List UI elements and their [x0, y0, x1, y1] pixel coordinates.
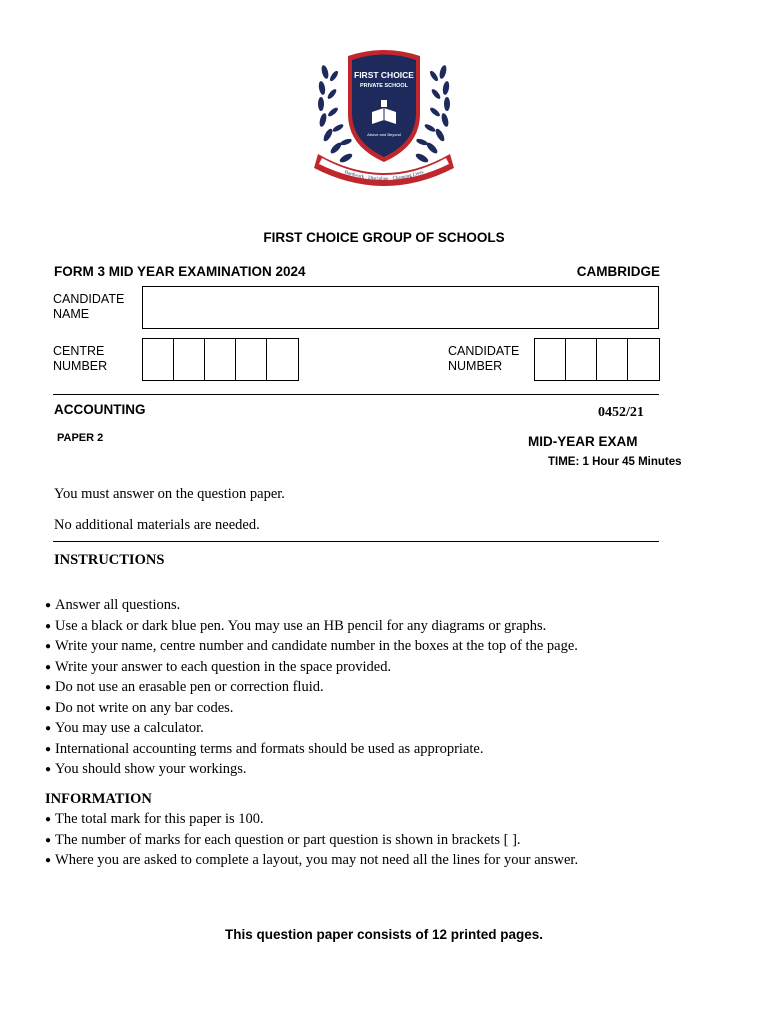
- candidate-name-field[interactable]: [142, 286, 659, 329]
- school-title: FIRST CHOICE GROUP OF SCHOOLS: [263, 230, 505, 245]
- paper-code: 0452/21: [598, 405, 644, 420]
- information-heading: INFORMATION: [45, 791, 152, 807]
- list-item: ● Write your name, centre number and candidate number in the boxes at the top of the page.: [45, 637, 578, 658]
- instructions-list: [45, 596, 578, 781]
- divider: [53, 541, 659, 542]
- exam-duration: TIME: 1 Hour 45 Minutes: [548, 456, 682, 468]
- list-item: ● Do not write on any bar codes.: [45, 699, 578, 720]
- crest-banner-top: FIRST CHOICE: [354, 70, 414, 80]
- answer-note: You must answer on the question paper.: [54, 486, 285, 502]
- digit-box[interactable]: [236, 339, 267, 380]
- paper-number: PAPER 2: [57, 432, 104, 444]
- list-item: ● You may use a calculator.: [45, 719, 578, 740]
- list-item: ● You should show your workings.: [45, 760, 578, 781]
- digit-box[interactable]: [174, 339, 205, 380]
- digit-box[interactable]: [597, 339, 628, 380]
- school-crest-logo: [308, 42, 460, 198]
- crest-motto: Above and Beyond: [367, 132, 401, 137]
- list-item: ● Do not use an erasable pen or correction fluid.: [45, 678, 578, 699]
- list-item: ● The number of marks for each question or part question is shown in brackets [ ].: [45, 831, 578, 852]
- centre-number-field[interactable]: [142, 338, 299, 381]
- list-item: ● Write your answer to each question in the space provided.: [45, 658, 578, 679]
- candidate-name-label: CANDIDATE NAME: [53, 292, 125, 321]
- candidate-number-field[interactable]: [534, 338, 660, 381]
- exam-type: MID-YEAR EXAM: [528, 434, 638, 449]
- crest-banner-sub: PRIVATE SCHOOL: [359, 83, 409, 89]
- page-count-note: This question paper consists of 12 printed pages.: [224, 927, 544, 942]
- candidate-number-label: CANDIDATE NUMBER: [448, 344, 520, 373]
- subject-title: ACCOUNTING: [54, 402, 146, 417]
- list-item: ● Use a black or dark blue pen. You may use an HB pencil for any diagrams or graphs.: [45, 617, 578, 638]
- exam-title: FORM 3 MID YEAR EXAMINATION 2024: [54, 264, 306, 279]
- list-item: ● Where you are asked to complete a layout, you may not need all the lines for your answer.: [45, 851, 578, 872]
- list-item: ● International accounting terms and formats should be used as appropriate.: [45, 740, 578, 761]
- digit-box[interactable]: [535, 339, 566, 380]
- digit-box[interactable]: [628, 339, 659, 380]
- digit-box[interactable]: [267, 339, 298, 380]
- centre-number-label: CENTRE NUMBER: [53, 344, 108, 373]
- digit-box[interactable]: [205, 339, 236, 380]
- materials-note: No additional materials are needed.: [54, 517, 260, 533]
- divider: [53, 394, 659, 395]
- list-item: ● The total mark for this paper is 100.: [45, 810, 578, 831]
- information-list: [45, 810, 578, 872]
- digit-box[interactable]: [566, 339, 597, 380]
- list-item: ● Answer all questions.: [45, 596, 578, 617]
- exam-board: CAMBRIDGE: [576, 264, 660, 279]
- digit-box[interactable]: [143, 339, 174, 380]
- crest-ribbon-text: Hardwork · Discipline · Changing Lives: [343, 170, 425, 183]
- instructions-heading: INSTRUCTIONS: [54, 552, 165, 568]
